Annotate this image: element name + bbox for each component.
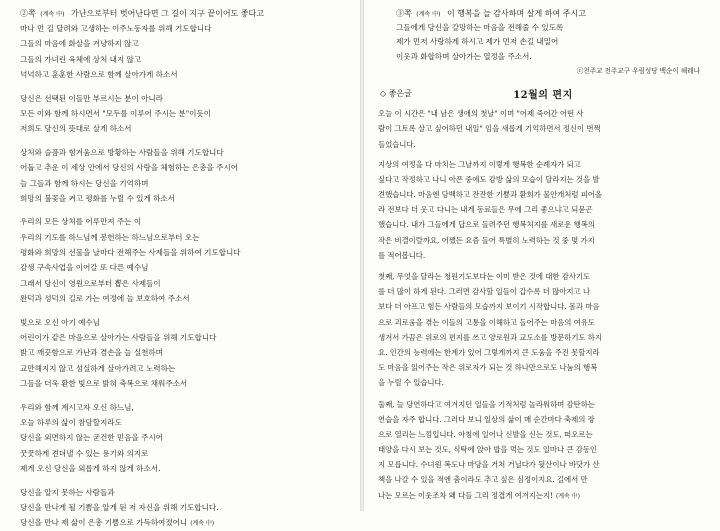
text-line: 그들을 더욱 환한 빛으로 밝혀 축복으로 채워주소서 (20, 379, 188, 389)
text-line: 마나 먼 길 달려와 고생하는 이주노동자를 위해 기도합니다 (20, 24, 212, 33)
right-page-header (378, 6, 708, 21)
text-line: 당신은 선택된 이들만 부르시는 분이 아니라 (20, 93, 163, 103)
section-label: ◇ 좋은글 (380, 89, 412, 99)
text-line: 으로 열리는 느낌입니다. 아침에 일어나 신발을 신는 것도, 떠오르는 (378, 429, 593, 439)
right-trailing-note: (계속 中) (555, 492, 580, 500)
poem-line: 그들에게 당신을 갈망하는 마음을 전해줄 수 있도록 (396, 23, 564, 32)
left-continued-note: (계속 中) (40, 11, 65, 18)
text-line: 를 적어봅니다. (378, 250, 426, 260)
text-line: 오늘 하루의 삶이 참담할지라도 (20, 417, 122, 427)
right-page-number: ③쪽 (396, 9, 412, 18)
author-credit: ⓒ천주교 전주교구 우림성당 백순이 헤레나 (576, 67, 700, 76)
text-line: 빛으로 오신 아기 예수님 (20, 317, 100, 327)
text-line: 우리의 모든 상처를 어루만져 주는 이 (20, 217, 142, 227)
left-trailing-note: (계속 中) (190, 520, 215, 528)
text-line: 감생 구속사업을 이어갈 또 다른 예수님 (20, 263, 149, 273)
text-line: 넉넉하고 훈훈한 사람으로 함께 살아가게 하소서 (20, 70, 178, 80)
text-line: 그들의 마음에 화살을 겨냥하지 않고 (20, 39, 139, 49)
text-line: 연습을 자주 합니다. 그러다 보니 일상의 삶이 매 순간마다 축제의 장 (378, 414, 595, 424)
right-continued-note: (계속 中) (416, 11, 441, 18)
text-line: 당신을 알지 못하는 사람들과 (20, 487, 115, 497)
left-page (0, 0, 360, 528)
text-line: 어둡고 추운 이 세상 안에서 당신의 사랑을 체험하는 은총을 주시어 (20, 163, 238, 173)
text-line: 싶다고 작정하고 나니 아픈 중에도 감방 삶의 모습이 달라지는 것을 발 (378, 174, 600, 184)
text-line: 우리의 기도를 하느님께 봉헌하는 하느님으로부터 오는 (20, 232, 200, 242)
text-line: 를 더 많이 하게 된다. 그러면 감사할 일들이 갑수록 더 많아지고 나 (378, 287, 590, 297)
text-line-content: 당신을 만나 제 삶이 은총 기쁨으로 가득하여졌어니 (20, 518, 188, 528)
text-line: 평화와 희망의 선물을 날마다 전해주는 사제들을 위하여 기도합니다 (20, 248, 241, 258)
text-line: 우리와 함께 계시고자 오신 하느님, (20, 402, 134, 412)
text-line: 생겨서 가끔은 위로의 편지를 쓰고 양로원과 교도소를 방문하기도 하지 (378, 332, 602, 342)
text-line: 어린이가 같은 마음으로 살아가는 사람들을 위해 기도합니다 (20, 333, 217, 343)
text-line: 라 전보다 더 웃고 다니는 내게 동료들은 무에 그리 좋으냐고 되묻곤 (378, 205, 593, 215)
text-line: 그래서 당신이 영원으로부터 뽑은 사제들이 (20, 278, 161, 288)
text-line: 당신을 외면하지 않는 굳건한 믿음을 주시어 (20, 433, 163, 443)
text-line: 오늘 이 시간은 "내 남은 생애의 첫날" 이며 "어제 죽어간 어떤 사 (378, 109, 584, 119)
text-line: 들었습니다. (378, 139, 416, 149)
text-line: 책을 나갈 수 있을 적엔 춤이라도 추고 싶은 심정이지요. 길에서 만 (378, 475, 588, 485)
text-line: 당신을 만나게 될 기쁨을 알게 된 저 자신을 위해 기도합니다. (20, 502, 219, 512)
text-line: 모든 이와 함께 하시면서 "모두를 이루어 주시는 분"이듯이 (20, 108, 211, 118)
text-line (20, 515, 346, 530)
text-line: 완덕과 성덕의 길로 가는 여정에 늘 보호하여 주소서 (20, 294, 190, 304)
poem-line: 이웃과 화합하며 살아가는 열정을 주소서. (396, 51, 532, 61)
text-line: 저희도 당신의 뜻대로 살게 하소서 (20, 124, 132, 134)
text-line: 희망의 불꽃을 켜고 평화를 누릴 수 있게 하소서 (20, 193, 175, 203)
text-line: 도 마음을 읽어주는 작은 위로자가 되는 것 하나만으로도 나눔의 행복 (378, 363, 598, 373)
right-page (364, 0, 720, 511)
poem-ending (378, 21, 708, 64)
letter-body (378, 106, 708, 503)
text-line: 했습니다. 내가 그들에게 답으로 들려주던 행복처지를 새로운 행복의 (378, 220, 595, 230)
text-line-content: 나는 모르는 이웃조차 왜 다들 그리 정겹게 여겨지는지! (378, 490, 553, 500)
left-page-header (20, 6, 346, 21)
text-line: 가난으로부터 벗어난다면 그 길이 지구 끝이어도 좋다고 (71, 9, 265, 18)
text-line: 밝고 깨끗함으로 가난과 겸손을 늘 실천하며 (20, 348, 163, 358)
text-line: 꿋꿋하게 견뎌낼 수 있는 용기와 의지로 (20, 448, 149, 458)
text-line: 지상의 여정을 다 마치는 그날까지 이렇게 행복한 순례자가 되고 (378, 159, 581, 169)
text-line: 상처와 슬픔과 힘겨움으로 방황하는 사람들을 위해 기도합니다 (20, 147, 224, 157)
text-line (378, 488, 708, 503)
text-line: 작은 비결이랄까요, 어쨌든 요즘 들어 특별히 노력하는 것 중 몇 가지 (378, 235, 595, 245)
text-line: 지 모릅니다. 수녀원 복도나 마당을 거쳐 거닐다가 뒷산이나 바닷가 산 (378, 460, 600, 470)
text-line: 늘 그들과 함께 하시는 당신을 기억하며 (20, 178, 149, 188)
left-page-number: ②쪽 (20, 9, 36, 18)
poem-line: 이 행복을 늘 감사하며 살게 하여 주시고 (447, 9, 586, 18)
section-header (378, 82, 708, 106)
text-line: 람이 그토록 살고 싶어하던 내일" 임을 새롭게 기억하면서 정신이 번쩍 (378, 124, 601, 134)
text-line: 둘째, 늘 당연하다고 여겨지던 일들을 기적처럼 놀라워하며 감탄하는 (378, 399, 595, 409)
text-line: 그들의 가녀린 육체에 상처 내지 않고 (20, 54, 142, 64)
text-line: 요. 인간의 능력에는 한계가 있어 그렇게까지 큰 도움을 주진 못할지라 (378, 347, 600, 357)
text-line: 보다 더 아프고 힘든 사람들의 모습까지 보이기 시작합니다. 몸과 마음 (378, 302, 600, 312)
text-line: 으로 괴로움을 겪는 이들의 고통을 이해하고 들어주는 마음의 여유도 (378, 317, 595, 327)
text-line: 태양을 다시 보는 것도, 식탁에 앉아 밥을 먹는 것도 일마나 큰 감동인 (378, 445, 598, 455)
text-line: 교만해지지 않고 섬실하게 살아가려고 노력하는 (20, 363, 176, 373)
text-line: 견했습니다. 마음엔 담백하고 잔잔한 기쁨과 환희가 물안개처럼 피어올 (378, 190, 602, 200)
poem-line: 제가 먼저 사랑하게 하시고 제가 먼저 손길 내밀어 (396, 37, 559, 47)
text-line: 첫째, 무엇을 달라는 청원기도보다는 이미 받은 것에 대한 감사기도 (378, 272, 591, 282)
text-line: 을 누릴 수 있습니다. (378, 378, 444, 388)
section-title: 12월의 편지 (513, 90, 573, 102)
text-line: 제게 오신 당신을 외롭게 하지 않게 하소서. (20, 464, 161, 474)
